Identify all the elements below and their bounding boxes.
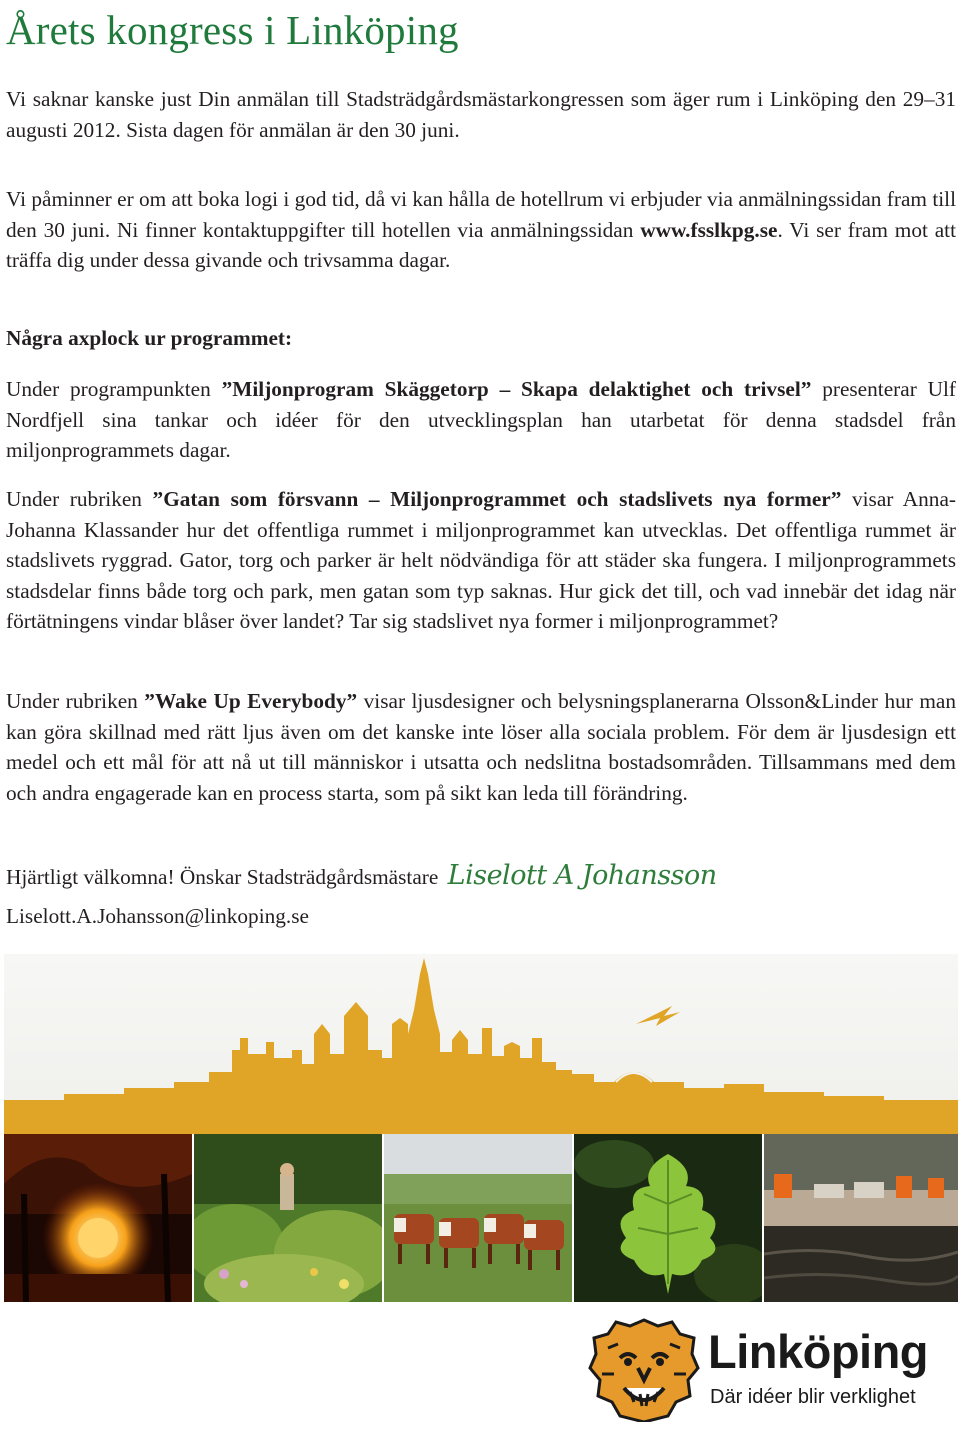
photo-strip: [4, 1134, 958, 1302]
lodging-text-a: Vi påminner er om att boka logi i god tid, då vi kan hålla de hotellrum vi erbjuder via anmälningssidan fram till den 30 juni. Ni finner kontaktuppgifter till hotellen via anmälningssidan: [6, 187, 956, 242]
program-item-3-text: visar ljusdesigner och belysningsplanerarna Olsson&Linder hur man kan göra skillnad med rätt ljus även om det kanske inte löser alla sociala problem. För dem är ljusdesign ett medel och ett mål för att nå ut till människor i utsatta och nedslitna bostadsområden. Tillsammans med dem och andra engagerade kan en process starta, som på sikt kan leda till förändring.: [6, 689, 956, 805]
program-item-2-title: ”Gatan som försvann – Miljonprogrammet och stadslivets nya former”: [152, 487, 842, 511]
greeting-text: Hjärtligt välkomna! Önskar Stadsträdgårdsmästare: [6, 865, 439, 889]
program-item-3: [6, 686, 956, 808]
logo-wordmark: Linköping: [708, 1325, 929, 1378]
closing-greeting: [6, 860, 717, 891]
cattle-photo: [384, 1134, 572, 1302]
program-item-2: [6, 484, 956, 637]
program-item-3-title: ”Wake Up Everybody”: [144, 689, 358, 713]
garden-photo: [194, 1134, 382, 1302]
oak-leaf-photo: [574, 1134, 762, 1302]
intro-paragraph: Vi saknar kanske just Din anmälan till Stadsträdgårdsmästarkongressen som äger rum i Linköping den 29–31 augusti 2012. Sista dagen för anmälan är den 30 juni.: [6, 87, 956, 142]
program-item-1-title: ”Miljonprogram Skäggetorp – Skapa delaktighet och trivsel”: [221, 377, 812, 401]
program-item-1-text: presenterar Ulf Nordfjell sina tankar och idéer för den utvecklingsplan han utarbetat för denna stadsdel från miljonprogrammets dagar.: [6, 377, 956, 462]
linkoping-logo: [588, 1318, 948, 1422]
contact-email[interactable]: Liselott.A.Johansson@linkoping.se: [6, 904, 309, 928]
program-item-3-lead: Under rubriken: [6, 689, 145, 713]
city-banner: [4, 954, 958, 1302]
skyline-silhouette: [4, 954, 958, 1134]
registration-link[interactable]: www.fsslkpg.se: [640, 217, 778, 242]
night-light-photo: [4, 1134, 192, 1302]
lodging-text-b: . Vi ser fram mot att träffa dig under dessa givande och trivsamma dagar.: [6, 217, 957, 272]
page-title: Årets kongress i Linköping: [6, 7, 459, 53]
logo-tagline: Där idéer blir verklighet: [710, 1386, 916, 1408]
lion-icon: [588, 1318, 700, 1422]
program-item-2-lead: Under rubriken: [6, 487, 153, 511]
lodging-paragraph: [6, 184, 956, 276]
program-heading: Några axplock ur programmet:: [6, 326, 293, 350]
program-item-1: [6, 374, 956, 466]
waterfront-photo: [764, 1134, 958, 1302]
program-item-2-text: visar Anna-Johanna Klassander hur det offentliga rummet i miljonprogrammet kan utvecklas. Det offentliga rummet är stadslivets ryggrad. Gator, torg och parker är helt nödvändiga för att städer ska fungera. I miljonprogrammets stadsdelar finns både torg och park, men gatan som typ saknas. Hur gick det till, och vad innebär det idag när förtätningens vindar blåser över landet? Tar sig stadslivet nya former i miljonprogrammet?: [6, 487, 956, 633]
program-item-1-lead: Under programpunkten: [6, 377, 222, 401]
signature: Liselott A Johansson: [447, 860, 717, 891]
